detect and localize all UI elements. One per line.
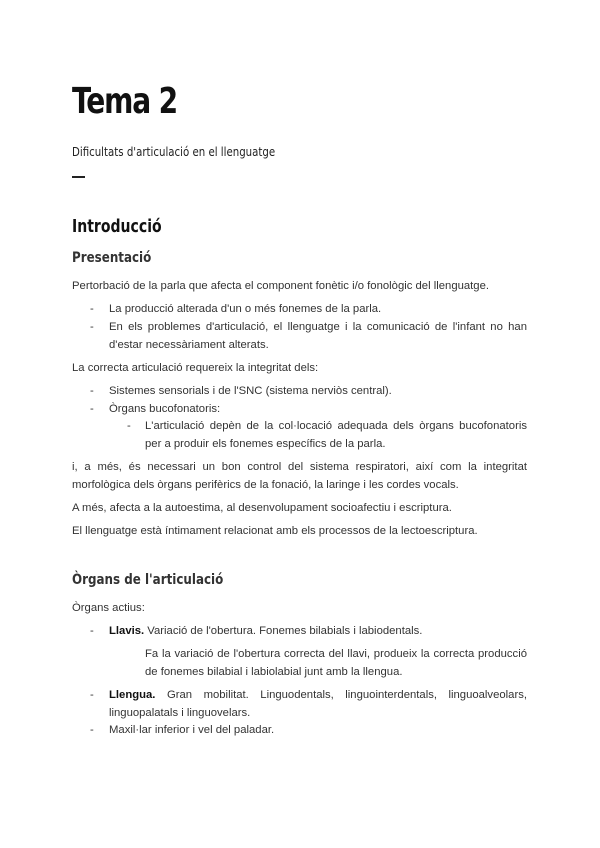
list-item-llengua [109, 686, 527, 722]
list-item-llavis [109, 622, 527, 640]
list-bullet: - [90, 689, 94, 701]
list-bullet: - [90, 724, 94, 736]
term-llavis: Llavis. [109, 625, 145, 637]
page-subtitle: Dificultats d'articulació en el llenguatge [72, 145, 276, 159]
list-item: Sistemes sensorials i de l'SNC (sistema nerviòs central). [109, 385, 392, 397]
paragraph: La correcta articulació requereix la integritat dels: [72, 362, 319, 374]
paragraph: El llenguatge està íntimament relacionat amb els processos de la lectoescriptura. [72, 525, 478, 537]
section-heading-introduccio: Introducció [72, 216, 162, 237]
note-llavis: Fa la variació de l'obertura correcta del llavi, produeix la correcta producció de fonemes bilabial i labiolabial junt amb la llengua. [145, 648, 527, 678]
definition-llavis: Variació de l'obertura. Fonemes bilabials i labiodentals. [144, 625, 423, 637]
sublist-item: L'articulació depèn de la col·locació adequada dels òrgans bucofonatoris per a produir els fonemes específics de la parla. [145, 420, 527, 450]
list-bullet: - [90, 321, 94, 333]
term-llengua: Llengua. [109, 689, 156, 701]
list-item: Òrgans bucofonatoris: [109, 403, 221, 415]
list-bullet: - [90, 403, 94, 415]
subsection-heading-organs: Òrgans de l'articulació [72, 572, 224, 588]
list-bullet: - [90, 625, 94, 637]
definition-llengua: Gran mobilitat. Linguodentals, linguointerdentals, linguoalveolars, linguopalatals i linguovelars. [109, 689, 527, 719]
page-title: Tema 2 [72, 81, 177, 122]
subsection-heading-presentacio: Presentació [72, 250, 152, 266]
list-item: En els problemes d'articulació, el llenguatge i la comunicació de l'infant no han d'estar necessàriament alterats. [109, 321, 527, 351]
list-item: La producció alterada d'un o més fonemes de la parla. [109, 303, 382, 315]
title-divider [72, 176, 85, 178]
paragraph: A més, afecta a la autoestima, al desenvolupament socioafectiu i escriptura. [72, 502, 452, 514]
paragraph: i, a més, és necessari un bon control del sistema respiratori, així com la integritat morfològica dels òrgans perifèrics de la fonació, la laringe i les cordes vocals. [72, 461, 527, 491]
paragraph: Òrgans actius: [72, 602, 145, 614]
list-bullet: - [90, 303, 94, 315]
sublist-bullet: - [127, 420, 131, 432]
list-bullet: - [90, 385, 94, 397]
paragraph: Pertorbació de la parla que afecta el component fonètic i/o fonològic del llenguatge. [72, 280, 490, 292]
list-item-maxillar: Maxil·lar inferior i vel del paladar. [109, 724, 275, 736]
